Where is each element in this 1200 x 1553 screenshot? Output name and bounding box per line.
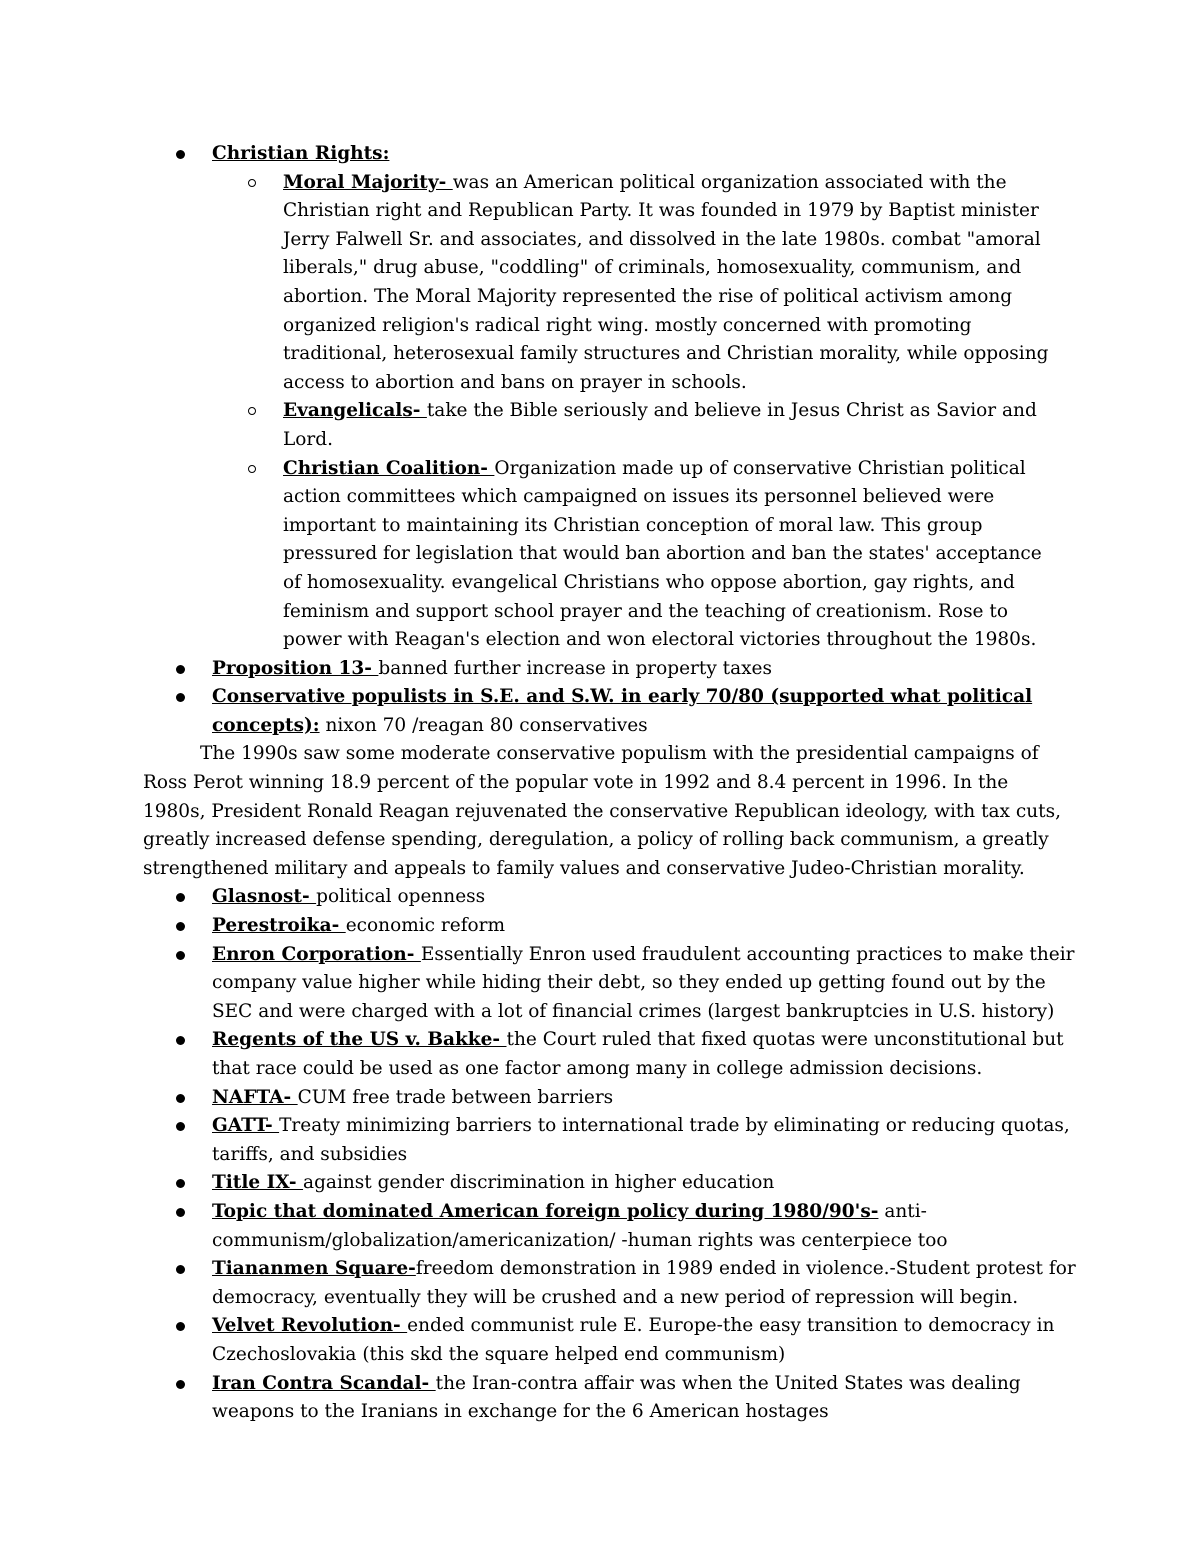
term: Perestroika- bbox=[212, 915, 346, 937]
bullet-icon bbox=[176, 150, 185, 159]
bullet-icon bbox=[176, 1208, 185, 1217]
definition: freedom demonstration in 1989 ended in violence.-Student protest for democracy, eventually they will be crushed and a new period of repression will begin. bbox=[212, 1258, 1076, 1308]
term: Evangelicals- bbox=[283, 400, 427, 422]
definition: was an American political organization associated with the Christian right and Republican Party. It was founded in 1979 by Baptist minister Jerry Falwell Sr. and associates, and dissolved in the late 1980s. combat "amoral liberals," drug abuse, "coddling" of criminals, homosexuality, communism, and abortion. The Moral Majority represented the rise of political activism among organized religion's radical right wing. mostly concerned with promoting traditional, heterosexual family structures and Christian morality, while opposing access to abortion and bans on prayer in schools. bbox=[283, 171, 1049, 393]
list-item-christian-rights bbox=[0, 140, 1200, 169]
bullet-icon bbox=[176, 1380, 185, 1389]
term: Enron Corporation- bbox=[212, 943, 421, 965]
list-item-iran-contra bbox=[0, 1370, 1200, 1427]
definition: Treaty minimizing barriers to international trade by eliminating or reducing quotas, tariffs, and subsidies bbox=[212, 1115, 1070, 1165]
definition: political openness bbox=[316, 886, 486, 908]
bullet-icon bbox=[176, 693, 185, 702]
definition: Organization made up of conservative Christian political action committees which campaigned on issues its personnel believed were important to maintaining its Christian conception of moral law. This group pressured for legislation that would ban abortion and ban the states' acceptance of homosexuality. evangelical Christians who oppose abortion, gay rights, and feminism and support school prayer and the teaching of creationism. Rose to power with Reagan's election and won electoral victories throughout the 1980s. bbox=[283, 457, 1042, 651]
definition: Essentially Enron used fraudulent accounting practices to make their company value higher while hiding their debt, so they ended up getting found out by the SEC and were charged with a lot of financial crimes (largest bankruptcies in U.S. history) bbox=[212, 943, 1075, 1022]
list-item-conservative-populists bbox=[0, 683, 1200, 740]
bullet-icon bbox=[176, 893, 185, 902]
definition: the Iran-contra affair was when the United States was dealing weapons to the Iranians in exchange for the 6 American hostages bbox=[212, 1372, 1021, 1423]
list-item-tiananmen bbox=[0, 1255, 1200, 1312]
bullet-icon bbox=[176, 1265, 185, 1274]
term: GATT- bbox=[212, 1115, 280, 1137]
list-item-title-ix bbox=[0, 1169, 1200, 1198]
bullet-icon bbox=[176, 922, 185, 931]
term: Iran Contra Scandal- bbox=[212, 1372, 436, 1394]
term: NAFTA- bbox=[212, 1086, 298, 1108]
term: Christian Coalition- bbox=[283, 457, 495, 479]
sublist-item-christian-coalition bbox=[0, 455, 1200, 655]
term: Glasnost- bbox=[212, 886, 317, 908]
definition: ended communist rule E. Europe-the easy transition to democracy in Czechoslovakia (this skd the square helped end communism) bbox=[212, 1315, 1055, 1365]
bullet-icon bbox=[176, 1122, 185, 1131]
term: Conservative populists in S.E. and S.W. in early 70/80 (supported what political concepts): bbox=[212, 686, 1033, 736]
term: Tiananmen Square- bbox=[212, 1258, 416, 1280]
term: Moral Majority- bbox=[283, 171, 453, 193]
term: Title IX- bbox=[212, 1172, 304, 1194]
list-item-velvet-revolution bbox=[0, 1312, 1200, 1369]
list-item-foreign-policy bbox=[0, 1198, 1200, 1255]
definition: anti-communism/globalization/americanization/ -human rights was centerpiece too bbox=[212, 1200, 948, 1251]
term: Regents of the US v. Bakke- bbox=[212, 1029, 507, 1051]
hollow-bullet-icon bbox=[248, 465, 256, 473]
definition: against gender discrimination in higher education bbox=[303, 1172, 775, 1194]
bullet-icon bbox=[176, 665, 185, 674]
list-item-nafta bbox=[0, 1084, 1200, 1113]
definition: CUM free trade between barriers bbox=[297, 1086, 614, 1108]
list-item-proposition-13 bbox=[0, 655, 1200, 684]
bullet-icon bbox=[176, 1322, 185, 1331]
term: Topic that dominated American foreign policy during 1980/90's- bbox=[212, 1200, 879, 1222]
document-page bbox=[0, 140, 1200, 1427]
term: Velvet Revolution- bbox=[212, 1315, 408, 1337]
term: Christian Rights: bbox=[212, 143, 390, 164]
hollow-bullet-icon bbox=[248, 179, 256, 187]
definition: banned further increase in property taxes bbox=[378, 657, 773, 679]
list-item-glasnost bbox=[0, 883, 1200, 912]
body-paragraph: The 1990s saw some moderate conservative populism with the presidential campaigns of Ross Perot winning 18.9 percent of the popular vote in 1992 and 8.4 percent in 1996. In the 1980s, President Ronald Reagan rejuvenated the conservative Republican ideology, with tax cuts, greatly increased defense spending, deregulation, a policy of rolling back communism, a greatly strengthened military and appeals to family values and conservative Judeo-Christian morality. bbox=[143, 743, 1061, 879]
bullet-icon bbox=[176, 1094, 185, 1103]
definition: take the Bible seriously and believe in Jesus Christ as Savior and Lord. bbox=[283, 400, 1037, 450]
definition: economic reform bbox=[345, 915, 506, 937]
definition: nixon 70 /reagan 80 conservatives bbox=[319, 714, 648, 736]
definition: the Court ruled that fixed quotas were unconstitutional but that race could be used as one factor among many in college admission decisions. bbox=[212, 1029, 1064, 1079]
bullet-icon bbox=[176, 1036, 185, 1045]
term: Proposition 13- bbox=[212, 657, 379, 679]
sublist-item-moral-majority bbox=[0, 169, 1200, 398]
list-item-perestroika bbox=[0, 912, 1200, 941]
list-item-enron bbox=[0, 941, 1200, 1027]
bullet-icon bbox=[176, 1179, 185, 1188]
list-item-gatt bbox=[0, 1112, 1200, 1169]
hollow-bullet-icon bbox=[248, 407, 256, 415]
bullet-icon bbox=[176, 951, 185, 960]
sublist-item-evangelicals bbox=[0, 397, 1200, 454]
list-item-bakke bbox=[0, 1026, 1200, 1083]
